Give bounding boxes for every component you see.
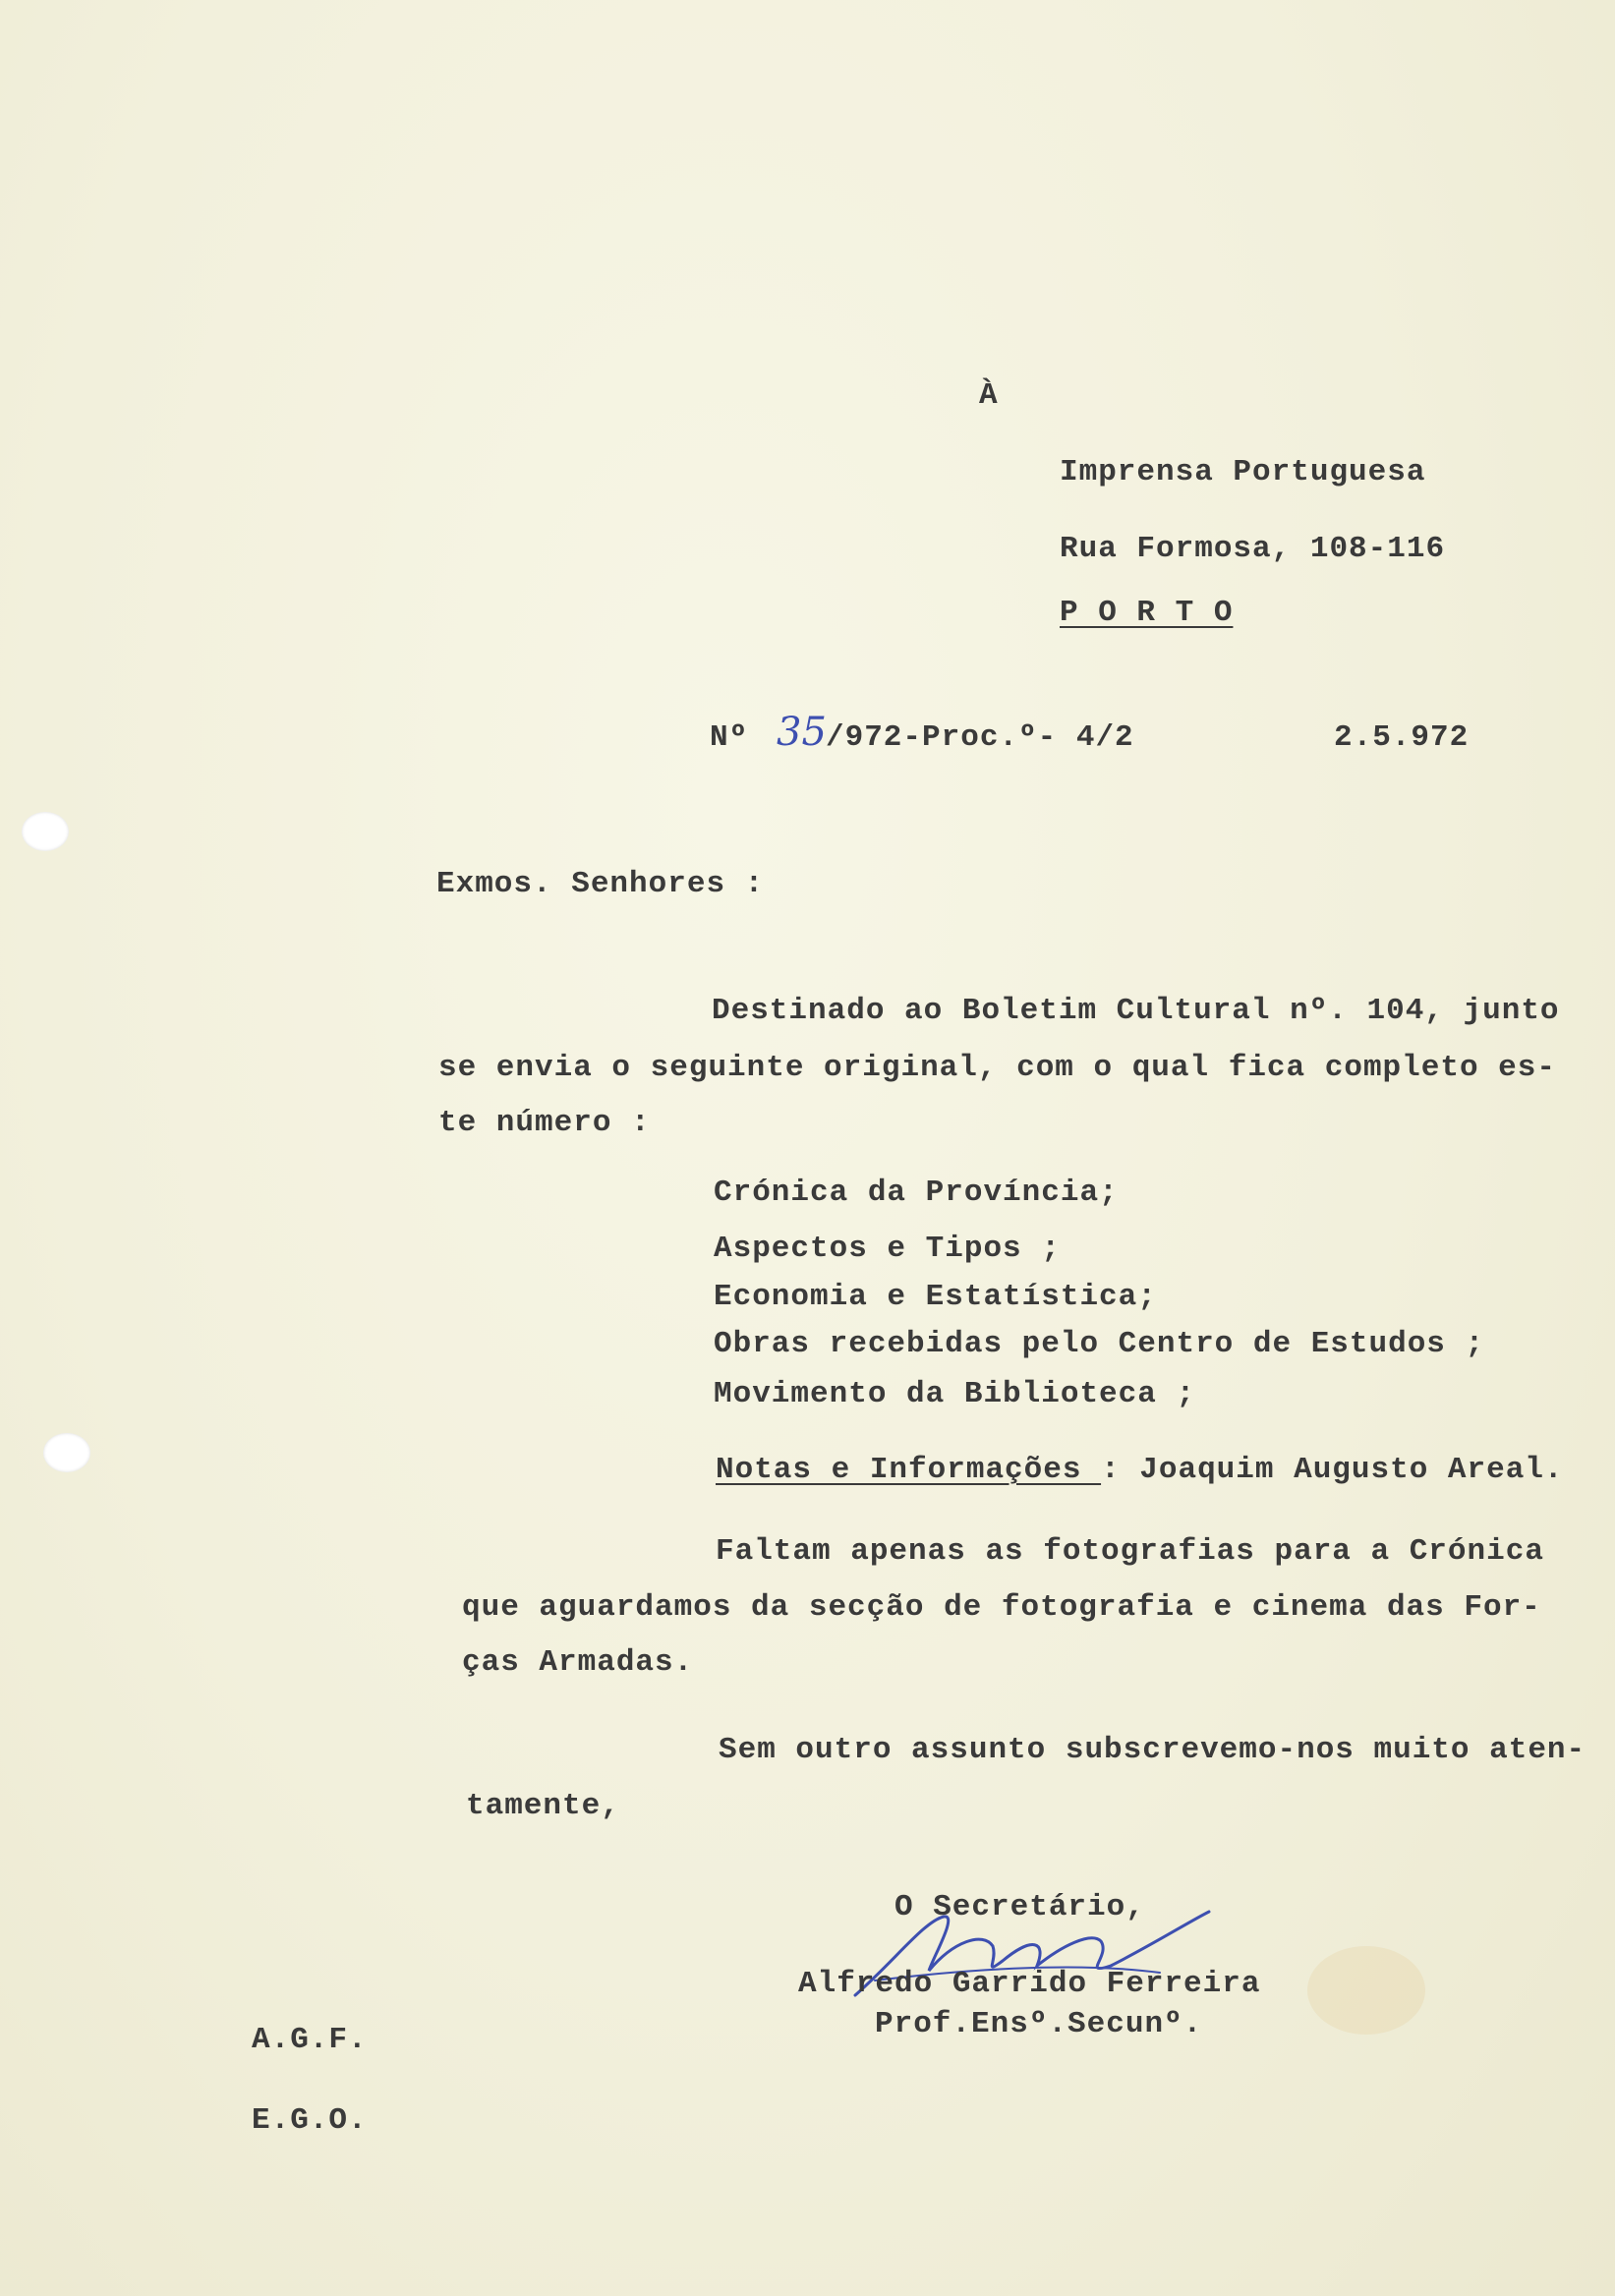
closing-line: tamente, <box>466 1789 620 1823</box>
notes-author: : Joaquim Augusto Areal. <box>1101 1453 1564 1487</box>
punch-hole-bottom <box>43 1433 90 1472</box>
paragraph-1-line: Destinado ao Boletim Cultural nº. 104, junto <box>712 994 1560 1028</box>
paragraph-2-line: Faltam apenas as fotografias para a Crónica <box>716 1534 1544 1569</box>
signature-role: Prof.Ensº.Secunº. <box>875 2007 1203 2041</box>
initials-line: E.G.O. <box>252 2103 368 2138</box>
signature-title: O Secretário, <box>894 1890 1145 1924</box>
paper-stain <box>1307 1946 1425 2035</box>
punch-hole-top <box>22 812 69 851</box>
paragraph-2-line: ças Armadas. <box>462 1645 694 1680</box>
reference-prefix: Nº <box>710 720 749 755</box>
list-item: Obras recebidas pelo Centro de Estudos ; <box>714 1327 1485 1361</box>
closing-line: Sem outro assunto subscrevemo-nos muito aten- <box>719 1733 1586 1767</box>
reference-number-handwritten: 35 <box>777 710 827 755</box>
greeting: Exmos. Senhores : <box>436 867 765 901</box>
salutation-prefix: À <box>979 378 999 413</box>
list-item: Economia e Estatística; <box>714 1280 1157 1314</box>
initials-line: A.G.F. <box>252 2023 368 2057</box>
paragraph-1-line: se envia o seguinte original, com o qual fica completo es- <box>438 1051 1556 1085</box>
reference-date: 2.5.972 <box>1334 720 1470 755</box>
paragraph-1-line: te número : <box>438 1106 651 1140</box>
notes-label: Notas e Informações <box>716 1453 1102 1487</box>
list-item: Aspectos e Tipos ; <box>714 1232 1061 1266</box>
recipient-address: Rua Formosa, 108-116 <box>1060 532 1446 566</box>
notes-line <box>716 1453 1564 1487</box>
list-item: Movimento da Biblioteca ; <box>714 1377 1196 1411</box>
recipient-city: P O R T O <box>1060 596 1234 630</box>
reference-suffix: /972-Proc.º- 4/2 <box>826 720 1134 755</box>
recipient-name: Imprensa Portuguesa <box>1060 455 1426 489</box>
signature-name: Alfredo Garrido Ferreira <box>798 1967 1261 2001</box>
list-item: Crónica da Província; <box>714 1176 1119 1210</box>
paragraph-2-line: que aguardamos da secção de fotografia e cinema das For- <box>462 1590 1541 1625</box>
